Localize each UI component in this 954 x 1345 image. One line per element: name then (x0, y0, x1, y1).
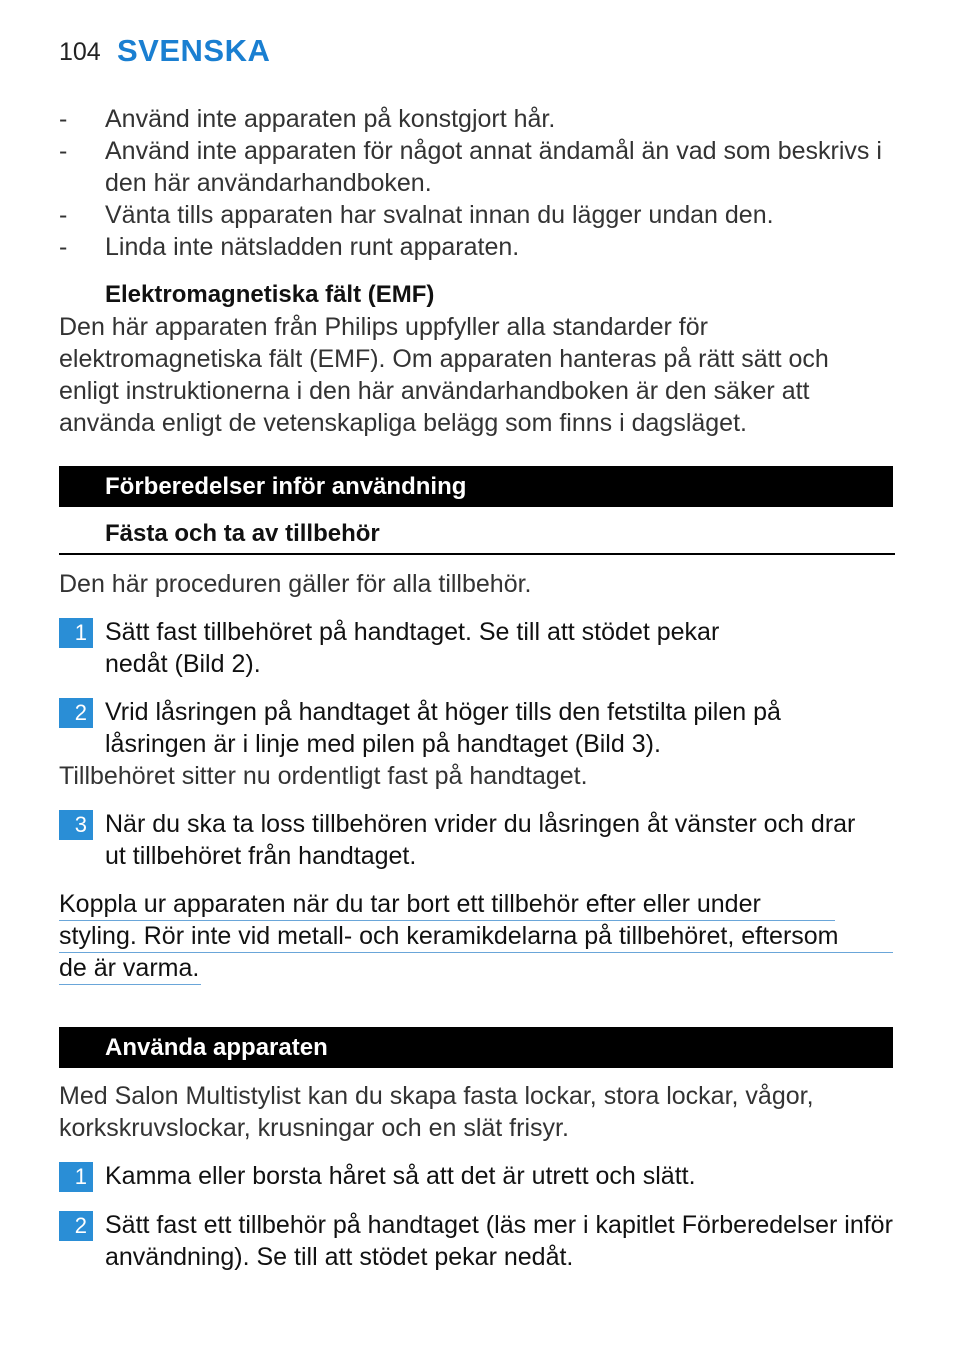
section-bar-preparation (59, 466, 893, 507)
bullet-text: Använd inte apparaten för något annat ändamål än vad som beskrivs i den här användarhandboken. (105, 137, 882, 197)
subheading: Fästa och ta av tillbehör (105, 520, 380, 547)
emf-body: Den här apparaten från Philips uppfyller alla standarder för elektromagnetiska fält (EMF). Om apparaten hanteras på rätt sätt och enligt instruktionerna i den här användarhandboken är den säker att använda enligt de vetenskapliga belägg som finns i dagsläget. (59, 313, 829, 437)
bullet-dash: - (59, 233, 68, 261)
step-text: Sätt fast ett tillbehör på handtaget (läs mer i kapitlet Förberedelser inför användning). Se till att stödet pekar nedåt. (105, 1211, 893, 1271)
divider (59, 553, 895, 555)
warning-line: styling. Rör inte vid metall- och keramikdelarna på tillbehöret, eftersom (59, 920, 893, 953)
intro-text: Med Salon Multistylist kan du skapa fasta lockar, stora lockar, vågor, korkskruvslockar, krusningar och en slät frisyr. (59, 1082, 814, 1142)
step-number-badge: 3 (59, 810, 93, 840)
bullet-dash: - (59, 105, 68, 133)
bullet-text: Använd inte apparaten på konstgjort hår. (105, 105, 556, 133)
page-number: 104 (59, 38, 101, 66)
warning-line: de är varma. (59, 952, 201, 985)
step-number-badge: 2 (59, 698, 93, 728)
step-number-badge: 1 (59, 1162, 93, 1192)
section-title: Förberedelser inför användning (105, 473, 467, 500)
bullet-text: Linda inte nätsladden runt apparaten. (105, 233, 520, 261)
step-number-badge: 2 (59, 1211, 93, 1241)
bullet-dash: - (59, 201, 68, 229)
intro-text: Den här proceduren gäller för alla tillbehör. (59, 570, 532, 598)
step-text: Kamma eller borsta håret så att det är utrett och slätt. (105, 1162, 696, 1190)
step-text: Vrid låsringen på handtaget åt höger tills den fetstilta pilen på låsringen är i linje med pilen på handtaget (Bild 3). (105, 698, 781, 758)
warning-line: Koppla ur apparaten när du tar bort ett tillbehör efter eller under (59, 888, 835, 921)
section-bar-use (59, 1027, 893, 1068)
emf-heading: Elektromagnetiska fält (EMF) (105, 281, 435, 308)
step-text: När du ska ta loss tillbehören vrider du låsringen åt vänster och drar ut tillbehöret från handtaget. (105, 810, 856, 870)
step-number-badge: 1 (59, 618, 93, 648)
bullet-text: Vänta tills apparaten har svalnat innan du lägger undan den. (105, 201, 774, 229)
language-title: SVENSKA (117, 33, 271, 68)
step-note: Tillbehöret sitter nu ordentligt fast på handtaget. (59, 762, 588, 790)
bullet-dash: - (59, 137, 68, 165)
step-text: Sätt fast tillbehöret på handtaget. Se till att stödet pekar nedåt (Bild 2). (105, 618, 720, 678)
section-title: Använda apparaten (105, 1034, 328, 1061)
